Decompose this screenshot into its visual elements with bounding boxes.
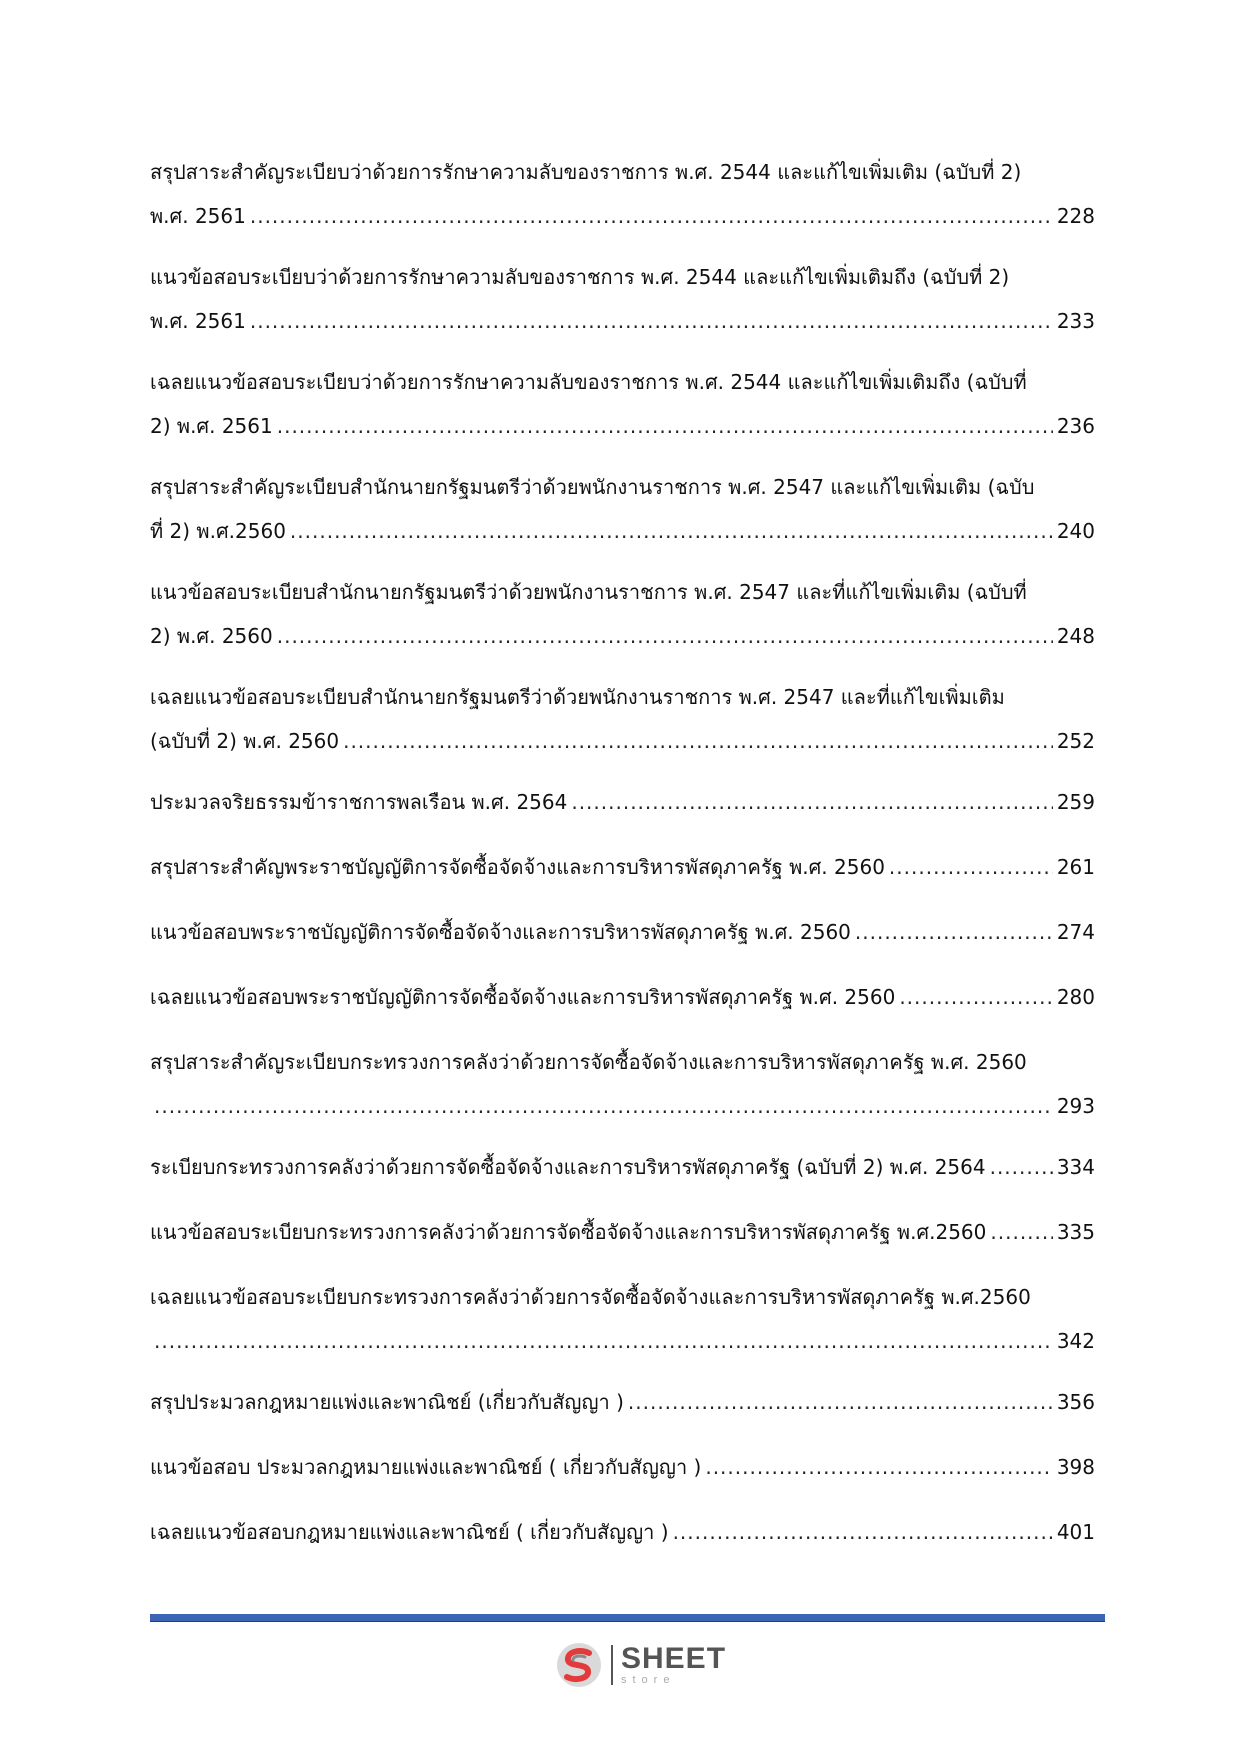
toc-entry[interactable] bbox=[150, 1145, 1095, 1189]
dot-leader bbox=[855, 910, 1053, 954]
dot-leader bbox=[250, 299, 1053, 343]
page-number: 334 bbox=[1056, 1155, 1095, 1179]
dot-leader bbox=[277, 614, 1053, 658]
toc-title: สรุปสาระสำคัญพระราชบัญญัติการจัดซื้อจัดจ้างและการบริหารพัสดุภาครัฐ พ.ศ. 2560 bbox=[150, 855, 885, 879]
page-number: 259 bbox=[1056, 790, 1095, 814]
toc-title: 2) พ.ศ. 2561 bbox=[150, 414, 273, 438]
toc-title-line: สรุปสาระสำคัญระเบียบกระทรวงการคลังว่าด้วยการจัดซื้อจัดจ้างและการบริหารพัสดุภาครัฐ พ.ศ. 2560 bbox=[150, 1050, 1027, 1074]
page-number: 248 bbox=[1056, 624, 1095, 648]
dot-leader bbox=[154, 1319, 1053, 1363]
toc-entry[interactable] bbox=[150, 255, 1095, 343]
page-number: 233 bbox=[1056, 309, 1095, 333]
logo-separator bbox=[611, 1645, 613, 1685]
page-number: 236 bbox=[1056, 414, 1095, 438]
toc-title: 2) พ.ศ. 2560 bbox=[150, 624, 273, 648]
toc-title: พ.ศ. 2561 bbox=[150, 204, 246, 228]
toc-entry[interactable] bbox=[150, 360, 1095, 448]
dot-leader bbox=[277, 404, 1053, 448]
dot-leader bbox=[673, 1510, 1053, 1554]
toc-title-line: สรุปสาระสำคัญระเบียบสำนักนายกรัฐมนตรีว่าด้วยพนักงานราชการ พ.ศ. 2547 และแก้ไขเพิ่มเติม (ฉบับ bbox=[150, 475, 1035, 499]
dot-leader bbox=[154, 1084, 1053, 1128]
toc-entry[interactable] bbox=[150, 675, 1095, 763]
dot-leader bbox=[889, 845, 1053, 889]
dot-leader bbox=[990, 1210, 1052, 1254]
toc-title: เฉลยแนวข้อสอบพระราชบัญญัติการจัดซื้อจัดจ้างและการบริหารพัสดุภาครัฐ พ.ศ. 2560 bbox=[150, 985, 896, 1009]
page-number: 252 bbox=[1056, 729, 1095, 753]
toc-entry[interactable] bbox=[150, 975, 1095, 1019]
toc-title-line: สรุปสาระสำคัญระเบียบว่าด้วยการรักษาความลับของราชการ พ.ศ. 2544 และแก้ไขเพิ่มเติม (ฉบับที่ 2) bbox=[150, 160, 1022, 184]
dot-leader bbox=[705, 1445, 1052, 1489]
toc-entry[interactable] bbox=[150, 150, 1095, 238]
toc-title: (ฉบับที่ 2) พ.ศ. 2560 bbox=[150, 729, 340, 753]
dot-leader bbox=[990, 1145, 1053, 1189]
toc-title: แนวข้อสอบพระราชบัญญัติการจัดซื้อจัดจ้างและการบริหารพัสดุภาครัฐ พ.ศ. 2560 bbox=[150, 920, 851, 944]
page-number: 401 bbox=[1056, 1520, 1095, 1544]
dot-leader bbox=[628, 1380, 1053, 1424]
page-number: 228 bbox=[1056, 204, 1095, 228]
sheet-store-logo bbox=[555, 1640, 726, 1690]
toc-title: แนวข้อสอบระเบียบกระทรวงการคลังว่าด้วยการจัดซื้อจัดจ้างและการบริหารพัสดุภาครัฐ พ.ศ.2560 bbox=[150, 1220, 987, 1244]
page-number: 398 bbox=[1056, 1455, 1095, 1479]
logo-subtitle: store bbox=[621, 1674, 676, 1686]
toc-title-line: แนวข้อสอบระเบียบสำนักนายกรัฐมนตรีว่าด้วยพนักงานราชการ พ.ศ. 2547 และที่แก้ไขเพิ่มเติม (ฉบับที่ bbox=[150, 580, 1027, 604]
page-number: 240 bbox=[1056, 519, 1095, 543]
toc-entry[interactable] bbox=[150, 1210, 1095, 1254]
toc-title: พ.ศ. 2561 bbox=[150, 309, 246, 333]
toc-title-line: เฉลยแนวข้อสอบระเบียบกระทรวงการคลังว่าด้วยการจัดซื้อจัดจ้างและการบริหารพัสดุภาครัฐ พ.ศ.2560 bbox=[150, 1285, 1031, 1309]
table-of-contents bbox=[150, 150, 1095, 1575]
page-number: 261 bbox=[1056, 855, 1095, 879]
toc-entry[interactable] bbox=[150, 1275, 1095, 1363]
dot-leader bbox=[343, 719, 1053, 763]
toc-entry[interactable] bbox=[150, 845, 1095, 889]
toc-title: ประมวลจริยธรรมข้าราชการพลเรือน พ.ศ. 2564 bbox=[150, 790, 568, 814]
toc-entry[interactable] bbox=[150, 570, 1095, 658]
page-number: 274 bbox=[1056, 920, 1095, 944]
page-number: 342 bbox=[1056, 1329, 1095, 1353]
toc-entry[interactable] bbox=[150, 1510, 1095, 1554]
toc-title: ระเบียบกระทรวงการคลังว่าด้วยการจัดซื้อจัดจ้างและการบริหารพัสดุภาครัฐ (ฉบับที่ 2) พ.ศ. 2564 bbox=[150, 1155, 986, 1179]
logo-wordmark: SHEET bbox=[621, 1642, 727, 1675]
toc-entry[interactable] bbox=[150, 1040, 1095, 1128]
page-number: 280 bbox=[1056, 985, 1095, 1009]
toc-entry[interactable] bbox=[150, 1445, 1095, 1489]
toc-entry[interactable] bbox=[150, 780, 1095, 824]
toc-entry[interactable] bbox=[150, 465, 1095, 553]
dot-leader bbox=[250, 194, 1053, 238]
page-number: 356 bbox=[1056, 1390, 1095, 1414]
toc-title-line: เฉลยแนวข้อสอบระเบียบว่าด้วยการรักษาความลับของราชการ พ.ศ. 2544 และแก้ไขเพิ่มเติมถึง (ฉบับที่ bbox=[150, 370, 1027, 394]
footer-divider bbox=[150, 1614, 1105, 1622]
page-number: 335 bbox=[1056, 1220, 1095, 1244]
toc-entry[interactable] bbox=[150, 910, 1095, 954]
toc-title-line: แนวข้อสอบระเบียบว่าด้วยการรักษาความลับของราชการ พ.ศ. 2544 และแก้ไขเพิ่มเติมถึง (ฉบับที่ 2) bbox=[150, 265, 1010, 289]
dot-leader bbox=[899, 975, 1052, 1019]
toc-title: เฉลยแนวข้อสอบกฎหมายแพ่งและพาณิชย์ ( เกี่ยวกับสัญญา ) bbox=[150, 1520, 669, 1544]
dot-leader bbox=[571, 780, 1052, 824]
page-number: 293 bbox=[1056, 1094, 1095, 1118]
s-logo-icon bbox=[555, 1641, 603, 1689]
dot-leader bbox=[290, 509, 1053, 553]
toc-title: สรุปประมวลกฎหมายแพ่งและพาณิชย์ (เกี่ยวกับสัญญา ) bbox=[150, 1390, 624, 1414]
toc-title-line: เฉลยแนวข้อสอบระเบียบสำนักนายกรัฐมนตรีว่าด้วยพนักงานราชการ พ.ศ. 2547 และที่แก้ไขเพิ่มเติม bbox=[150, 685, 1005, 709]
toc-entry[interactable] bbox=[150, 1380, 1095, 1424]
toc-title: แนวข้อสอบ ประมวลกฎหมายแพ่งและพาณิชย์ ( เกี่ยวกับสัญญา ) bbox=[150, 1455, 702, 1479]
toc-title: ที่ 2) พ.ศ.2560 bbox=[150, 519, 286, 543]
